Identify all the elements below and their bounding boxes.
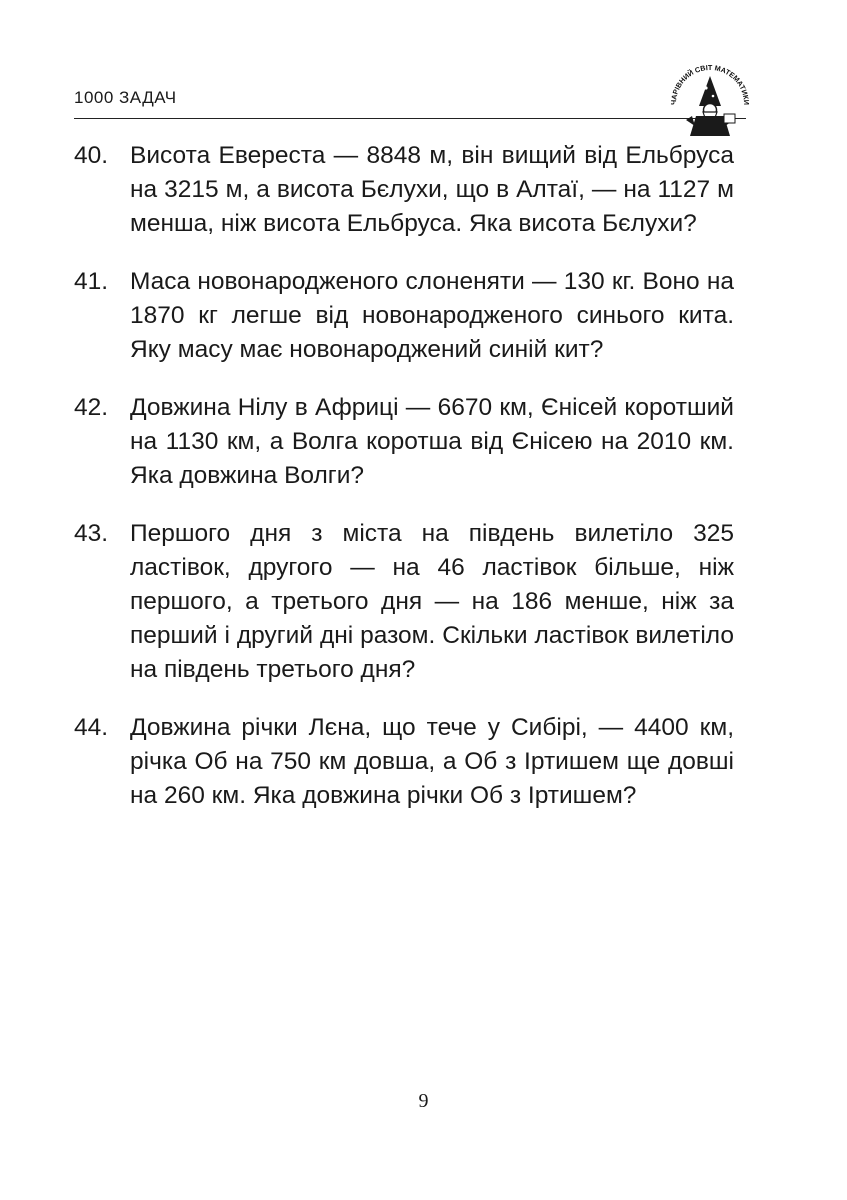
- problem-number: 42.: [74, 394, 109, 421]
- problem-number: 43.: [74, 520, 109, 547]
- problem-text: Першого дня з міста на південь вилетіло 325 ластівок, другого — на 46 ластівок більше, ніж першого, а третього дня — на 186 менше, ніж за перший і другий дні разом. Скільки ластівок вилетіло на південь третього дня?: [130, 520, 734, 683]
- problem-list: [74, 139, 734, 837]
- page-number: 9: [418, 1090, 429, 1112]
- running-header: 1000 ЗАДАЧ: [74, 88, 177, 107]
- header-divider: [74, 118, 746, 119]
- problem-44: [74, 711, 734, 813]
- problem-42: [74, 391, 734, 493]
- logo-text: ЧАРІВНИЙ СВІТ МАТЕМАТИКИ: [668, 63, 752, 106]
- problem-text: Довжина Нілу в Африці — 6670 км, Єнісей коротший на 1130 км, а Волга коротша від Єнісею на 2010 км. Яка довжина Волги?: [130, 394, 734, 489]
- problem-text: Довжина річки Лєна, що тече у Сибірі, — 4400 км, річка Об на 750 км довша, а Об з Іртишем ще довші на 260 км. Яка довжина річки Об з Іртишем?: [130, 714, 734, 809]
- problem-41: [74, 265, 734, 367]
- problem-text: Висота Евереста — 8848 м, він вищий від Ельбруса на 3215 м, а висота Бєлухи, що в Алтаї, — на 1127 м менша, ніж висота Ельбруса. Яка висота Бєлухи?: [130, 142, 734, 237]
- wizard-logo-icon: [662, 50, 758, 138]
- problem-number: 40.: [74, 142, 109, 169]
- problem-text: Маса новонародженого слоненяти — 130 кг. Воно на 1870 кг легше від новонародженого синього кита. Яку масу має новонароджений синій кит?: [130, 268, 734, 363]
- problem-43: [74, 517, 734, 687]
- problem-40: [74, 139, 734, 241]
- problem-number: 44.: [74, 714, 109, 741]
- problem-number: 41.: [74, 268, 109, 295]
